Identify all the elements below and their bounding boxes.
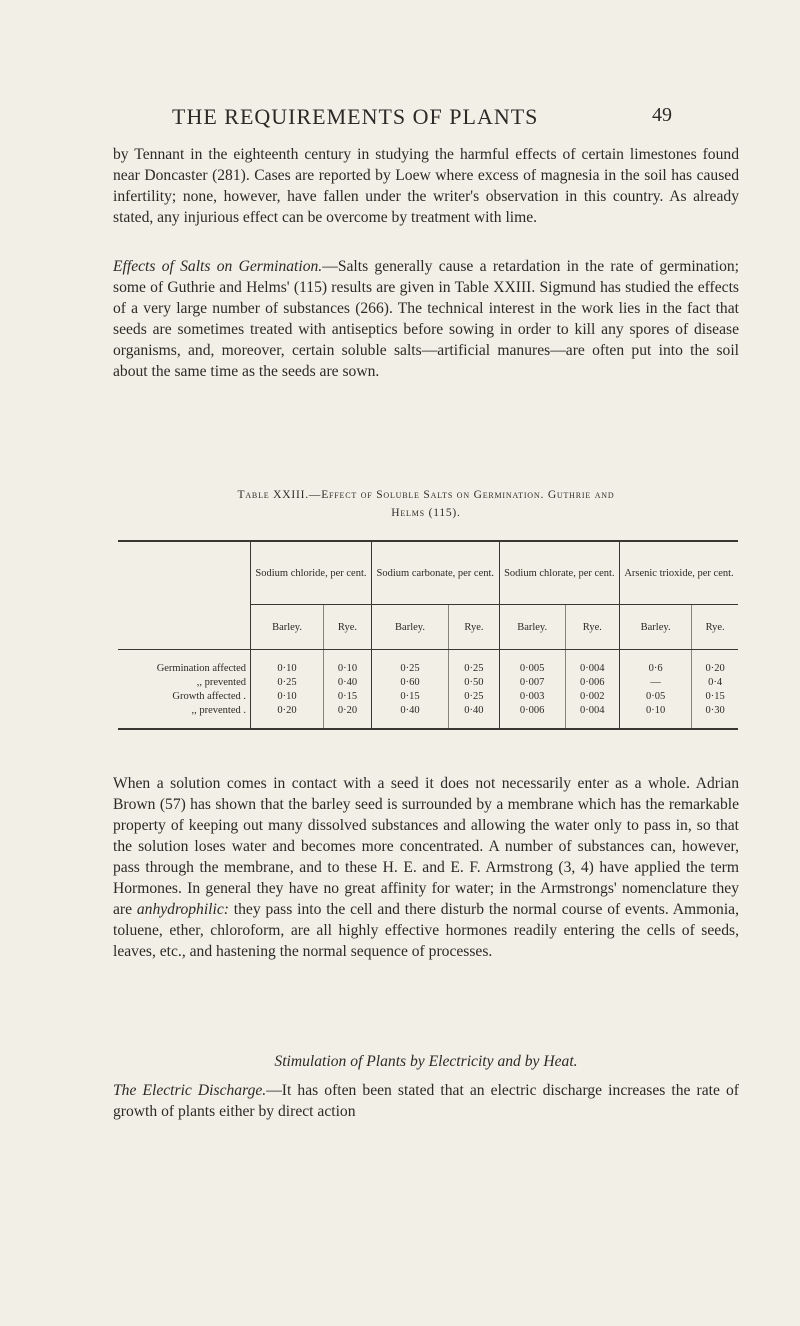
subhead-barley: Barley. (251, 605, 324, 650)
paragraph-text: by Tennant in the eighteenth century in studying the harmful effects of certain limestones found near Doncaster (281). Cases are reported by Loew where excess of magnesia in the soil has caused infertility; none, however, have fallen under the writer's observation in this country. As already stated, any injurious effect can be overcome by treatment with lime. (113, 146, 739, 226)
table-caption (113, 486, 739, 522)
table-cell: 0·004 (565, 704, 619, 729)
running-head: THE REQUIREMENTS OF PLANTS (172, 104, 539, 129)
row-label: ,, prevented (196, 677, 246, 688)
table-caption-line-1: Table XXIII.—Effect of Soluble Salts on Germination. Guthrie and (237, 489, 615, 501)
table-cell: 0·20 (251, 704, 324, 729)
table-cell: 0·20 (692, 650, 738, 677)
paragraph-text: When a solution comes in contact with a seed it does not necessarily enter as a whole. Adrian Brown (57) has shown that the barley seed is surrounded by a membrane which has the remarkable property of keeping out many dissolved substances and allowing the water only to pass in, so that the solution loses water and becomes more concentrated. A number of substances can, however, pass through the membrane, and to these H. E. and E. F. Armstrong (3, 4) have applied the term Hormones. In general they have no great affinity for water; in the Armstrongs' nomenclature they are (113, 775, 739, 918)
group-header-sodium-chlorate: Sodium chlorate, per cent. (499, 541, 619, 605)
table-row (118, 704, 738, 729)
page-header (172, 104, 672, 130)
paragraph-text: —It has often been stated that an electric discharge increases the rate of growth of plants either by direct action (113, 1082, 739, 1120)
table-cell: 0·002 (565, 690, 619, 704)
table-cell: 0·25 (449, 690, 500, 704)
table-cell: 0·005 (499, 650, 565, 677)
table-cell: 0·4 (692, 676, 738, 690)
table-cell: 0·05 (619, 690, 691, 704)
table-row (118, 690, 738, 704)
row-label: Growth affected . (172, 691, 246, 702)
table-cell: 0·20 (324, 704, 372, 729)
table-cell: 0·004 (565, 650, 619, 677)
paragraph-text: —Salts generally cause a retardation in the rate of germination; some of Guthrie and Helms' (115) results are given in Table XXIII. Sigmund has studied the effects of a very large number of substances (266). The technical interest in the work lies in the fact that seeds are sometimes treated with antiseptics before sowing in order to kill any spores of disease organisms, and, moreover, certain soluble salts—artificial manures—are often put into the soil about the same time as the seeds are sown. (113, 258, 739, 380)
paragraph-text: they pass into the cell and there disturb the normal course of events. Ammonia, toluene, ether, chloroform, are all highly effective hormones readily entering the cells of seeds, leaves, etc., and hastening the normal sequence of processes. (113, 901, 739, 960)
subhead-barley: Barley. (371, 605, 448, 650)
table-cell: 0·40 (371, 704, 448, 729)
term-anhydrophilic: anhydrophilic: (136, 901, 229, 918)
table-cell: — (619, 676, 691, 690)
table-cell: 0·006 (565, 676, 619, 690)
paragraph-electric-discharge (113, 1080, 739, 1122)
group-header-sodium-chloride: Sodium chloride, per cent. (251, 541, 372, 605)
section-heading-salts: Effects of Salts on Germination. (113, 258, 323, 275)
paragraph-tennant (113, 144, 739, 228)
subhead-barley: Barley. (619, 605, 691, 650)
table-cell: 0·50 (449, 676, 500, 690)
table-cell: 0·10 (324, 650, 372, 677)
paragraph-salts-germination (113, 256, 739, 382)
table-cell: 0·40 (324, 676, 372, 690)
group-header-arsenic-trioxide: Arsenic trioxide, per cent. (619, 541, 738, 605)
table-cell: 0·006 (499, 704, 565, 729)
table-cell: 0·25 (371, 650, 448, 677)
page-number: 49 (652, 104, 672, 126)
paragraph-solution-membrane (113, 773, 739, 962)
table-caption-line-2: Helms (115). (391, 507, 461, 519)
table-cell: 0·10 (251, 690, 324, 704)
table-row (118, 676, 738, 690)
row-label: Germination affected (156, 663, 246, 674)
subhead-rye: Rye. (692, 605, 738, 650)
table-cell: 0·15 (324, 690, 372, 704)
group-header-sodium-carbonate: Sodium carbonate, per cent. (371, 541, 499, 605)
table-cell: 0·60 (371, 676, 448, 690)
section-heading-stimulation: Stimulation of Plants by Electricity and by Heat. (274, 1053, 578, 1070)
table-cell: 0·003 (499, 690, 565, 704)
table-cell: 0·15 (692, 690, 738, 704)
table-cell: 0·6 (619, 650, 691, 677)
subhead-barley: Barley. (499, 605, 565, 650)
table-stub-header (118, 541, 251, 650)
table-cell: 0·40 (449, 704, 500, 729)
table-cell: 0·007 (499, 676, 565, 690)
table-cell: 0·10 (619, 704, 691, 729)
subhead-rye: Rye. (565, 605, 619, 650)
table-cell: 0·10 (251, 650, 324, 677)
subhead-rye: Rye. (449, 605, 500, 650)
table-cell: 0·30 (692, 704, 738, 729)
section-heading-electric-discharge: The Electric Discharge. (113, 1082, 267, 1099)
subhead-rye: Rye. (324, 605, 372, 650)
row-label: ,, prevented . (118, 704, 251, 729)
table-row (118, 650, 738, 677)
table-xxiii (118, 540, 738, 768)
table-cell: 0·25 (251, 676, 324, 690)
table-cell: 0·25 (449, 650, 500, 677)
table-cell: 0·15 (371, 690, 448, 704)
